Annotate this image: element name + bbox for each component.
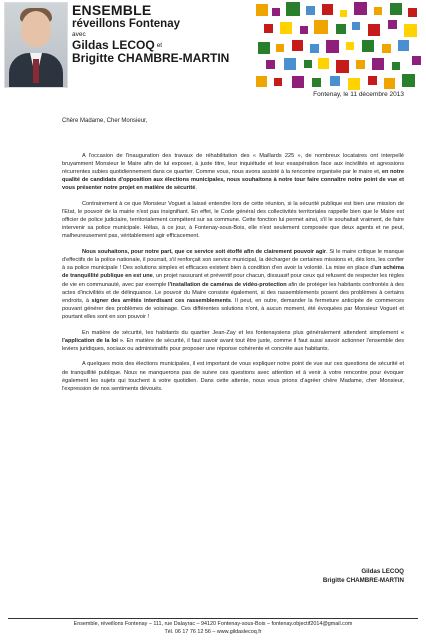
paragraph-2: Contrairement à ce que Monsieur Voguet a laissé entendre lors de cette réunion, si la sécurité publique est bien une mission de l'Etat, le pouvoir de la mairie n'est pas insignifiant. En effet, le Code général des collectivités territoriales rappelle bien que le Maire est officier de police judiciaire, territorialement compétent sur sa commune. Cette fonction lui permet ainsi, s'il le souhaitait vraiment, de faire intervenir sa police municipale. Hélas, à ce jour, à Fontenay-sous-Bois, elle n'est seulement composée que deux agents et ne peut, malheureusement pas, véritablement agir efficacement.	[62, 201, 404, 240]
signature-name-1: Gildas LECOQ	[361, 568, 404, 575]
candidate1-name: Gildas LECOQ $^{et}$	[72, 38, 163, 52]
title-avec: avec	[72, 31, 86, 38]
paragraph-5: A quelques mois des élections municipales, il est important de vous expliquer notre point de vue sur ces questions de sécurité et de tranquillité publique. Nous ne manquerons pas de suivre ces questions avec attention et à venir à votre rencontre pour évoquer également les sujets qui touchent à votre quotidien. Dans cette attente, nous vous prions d'agréer chère Madame, cher Monsieur, l'expression de nos sentiments dévoués.	[62, 361, 404, 392]
paragraph-4: En matière de sécurité, les habitants du quartier Jean-Zay et les fontenaysiens plus généralement attendent simplement « l'application de la loi ». En matière de sécurité, il faut savoir avant tout être juste, comme il faut aussi savoir actionner l'ensemble des leviers juridiques, sociaux ou administratifs pour proposer une réponse cohérente et concrète aux habitants.	[62, 329, 404, 352]
campaign-title	[72, 3, 229, 65]
title-line1: ENSEMBLE	[72, 2, 152, 18]
paragraph-1: A l'occasion de l'inauguration des travaux de réhabilitation des « Maillards 225 », de nombreux locataires ont interpellé bruyamment Monsieur le Maire afin de lui exposer, à juste titre, leur inquiétude et leur exaspération face aux incivilités et agressions récurrentes subies quotidiennement dans ce quartier. Comme vous, nous avons assisté à la rencontre organisée par le maire et, en notre qualité de candidats d'opposition aux élections municipales, nous souhaitons à notre tour faire connaître notre point de vue et vous présenter notre projet en matière de sécurité.	[62, 153, 405, 192]
signature-name-2: Brigitte CHAMBRE-MARTIN	[322, 577, 404, 584]
colored-squares-logo	[252, 2, 424, 92]
candidate-photo	[4, 2, 68, 88]
footer	[0, 620, 426, 636]
signature-block	[323, 567, 404, 585]
candidate2-name: Brigitte CHAMBRE-MARTIN	[72, 51, 230, 65]
letter-body	[62, 152, 404, 400]
paragraph-3: Nous souhaitons, pour notre part, que ce service soit étoffé afin de clairement pouvoir agir. Si le maire critique le manque d'effectifs de la police nationale, il pourrait, s'il renforçait son service municipal, la décharger de certaines missions et, dès lors, les confier à sa police municipale ! Des solutions simples et efficaces existent bien à condition d'en avoir la volonté. La mise en place d'un schéma de tranquillité publique en est une, un projet rassurant et préventif pour chacun, dissuasif pour ceux qui refusent de respecter les règles de vie en communauté, avec par exemple l'installation de caméras de vidéo-protection afin de protéger les habitants confrontés à des actes d'incivilités et de délinquance. Le pouvoir du Maire consiste également, si des rassemblements posent des problèmes à certains endroits, à signer des arrêtés interdisant ces rassemblements. Il peut, en outre, demander la fermeture anticipée de commerces pouvant générer des problèmes de voisinage. Ces différentes solutions n'ont, à aucun moment, été évoquées par Monsieur Voguet et pourtant elles sont en son pouvoir !	[62, 249, 405, 320]
footer-contact: Tél. 06 17 76 12 56 – www.gildaslecoq.fr	[164, 629, 262, 635]
letter-date: Fontenay, le 11 décembre 2013	[313, 91, 404, 98]
salutation: Chère Madame, Cher Monsieur,	[62, 118, 148, 124]
footer-divider	[8, 618, 418, 619]
footer-address: Ensemble, réveillons Fontenay – 111, rue Dalayrac – 94120 Fontenay-sous-Bois – fontenay.objectif2014@gmail.com	[73, 621, 353, 627]
title-line2: réveillons Fontenay	[72, 18, 181, 30]
letterhead	[0, 0, 426, 92]
